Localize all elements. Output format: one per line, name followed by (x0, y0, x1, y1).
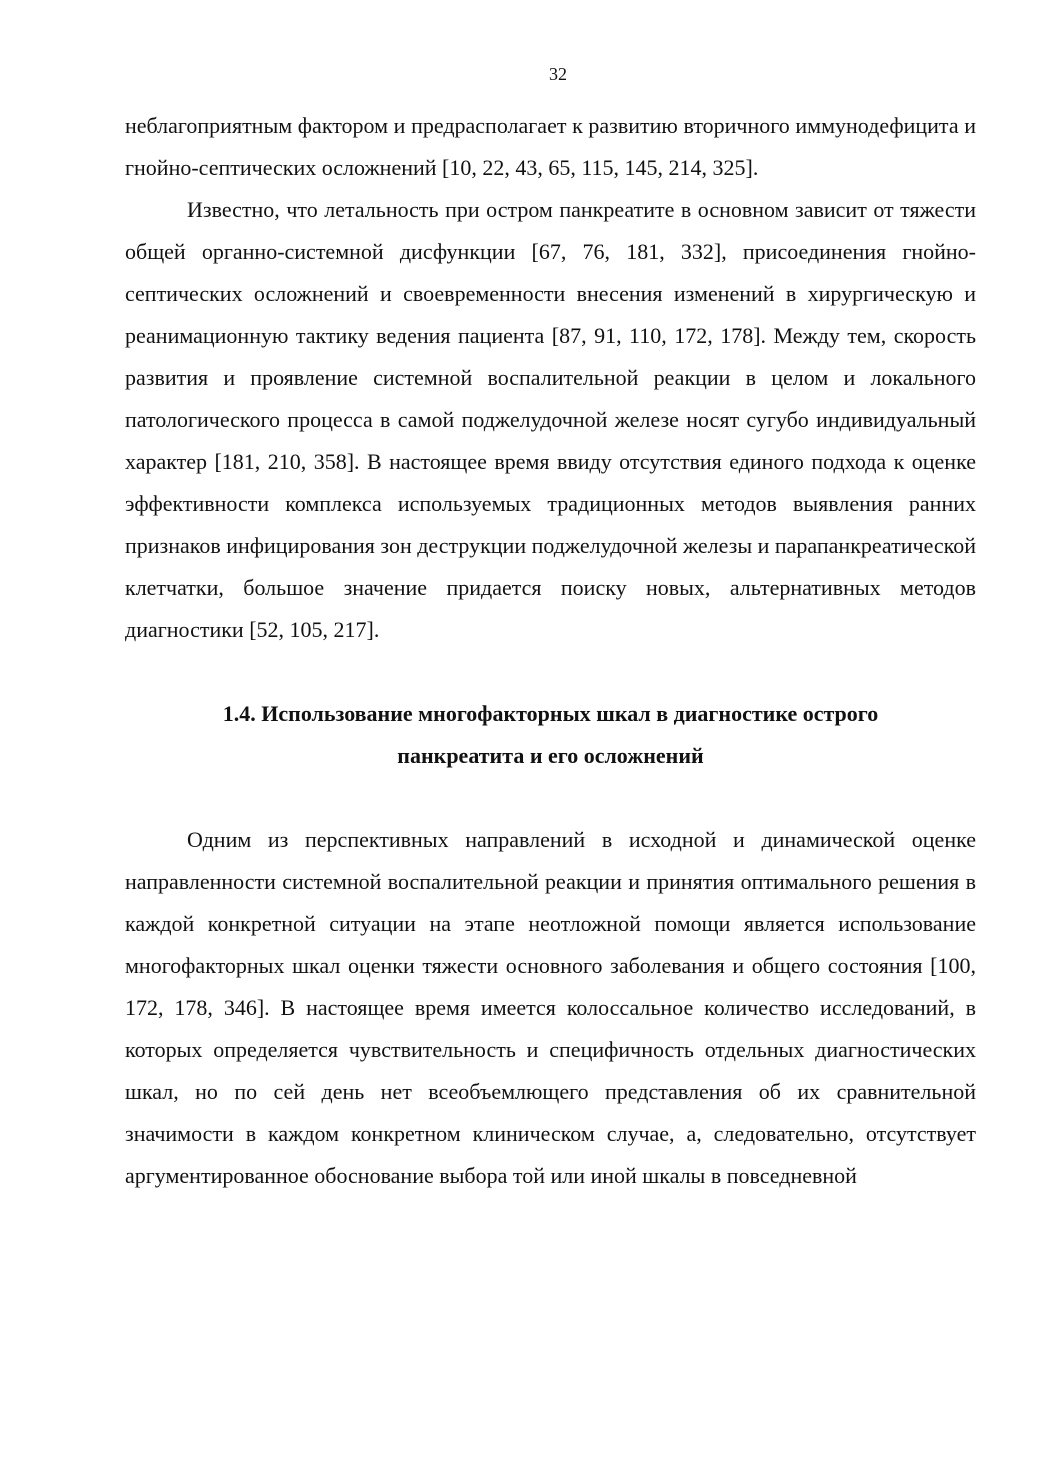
section-heading-line-2: панкреатита и его осложнений (397, 743, 704, 768)
page-number: 32 (549, 64, 567, 84)
section-heading-line-1: 1.4. Использование многофакторных шкал в диагностике острого (222, 701, 879, 726)
paragraph-scales: Одним из перспективных направлений в исходной и динамической оценке направленности системной воспалительной реакции и принятия оптимального решения в каждой конкретной ситуации на этапе неотложной помощи является использование многофакторных шкал оценки тяжести основного заболевания и общего состояния [100, 172, 178, 346]. В настоящее время имеется колоссальное количество исследований, в которых определяется чувствительность и специфичность отдельных диагностических шкал, но по сей день нет всеобъемлющего представления об их сравнительной значимости в каждом конкретном клиническом случае, а, следовательно, отсутствует аргументированное обоснование выбора той или иной шкалы в повседневной (125, 827, 976, 1188)
section-heading (125, 693, 976, 777)
paragraph-continuation: неблагоприятным фактором и предрасполагает к развитию вторичного иммунодефицита и гнойно-септических осложнений [10, 22, 43, 65, 115, 145, 214, 325]. (125, 113, 976, 180)
page-content (125, 105, 976, 1197)
section-spacer (125, 777, 976, 819)
paragraph-mortality: Известно, что летальность при остром панкреатите в основном зависит от тяжести общей органно-системной дисфункции [67, 76, 181, 332], присоединения гнойно-септических осложнений и своевременности внесения изменений в хирургическую и реанимационную тактику ведения пациента [87, 91, 110, 172, 178]. Между тем, скорость развития и проявление системной воспалительной реакции в целом и локального патологического процесса в самой поджелудочной железе носят сугубо индивидуальный характер [181, 210, 358]. В настоящее время ввиду отсутствия единого подхода к оценке эффективности комплекса используемых традиционных методов выявления ранних признаков инфицирования зон деструкции поджелудочной железы и парапанкреатической клетчатки, большое значение придается поиску новых, альтернативных методов диагностики [52, 105, 217]. (125, 197, 976, 642)
